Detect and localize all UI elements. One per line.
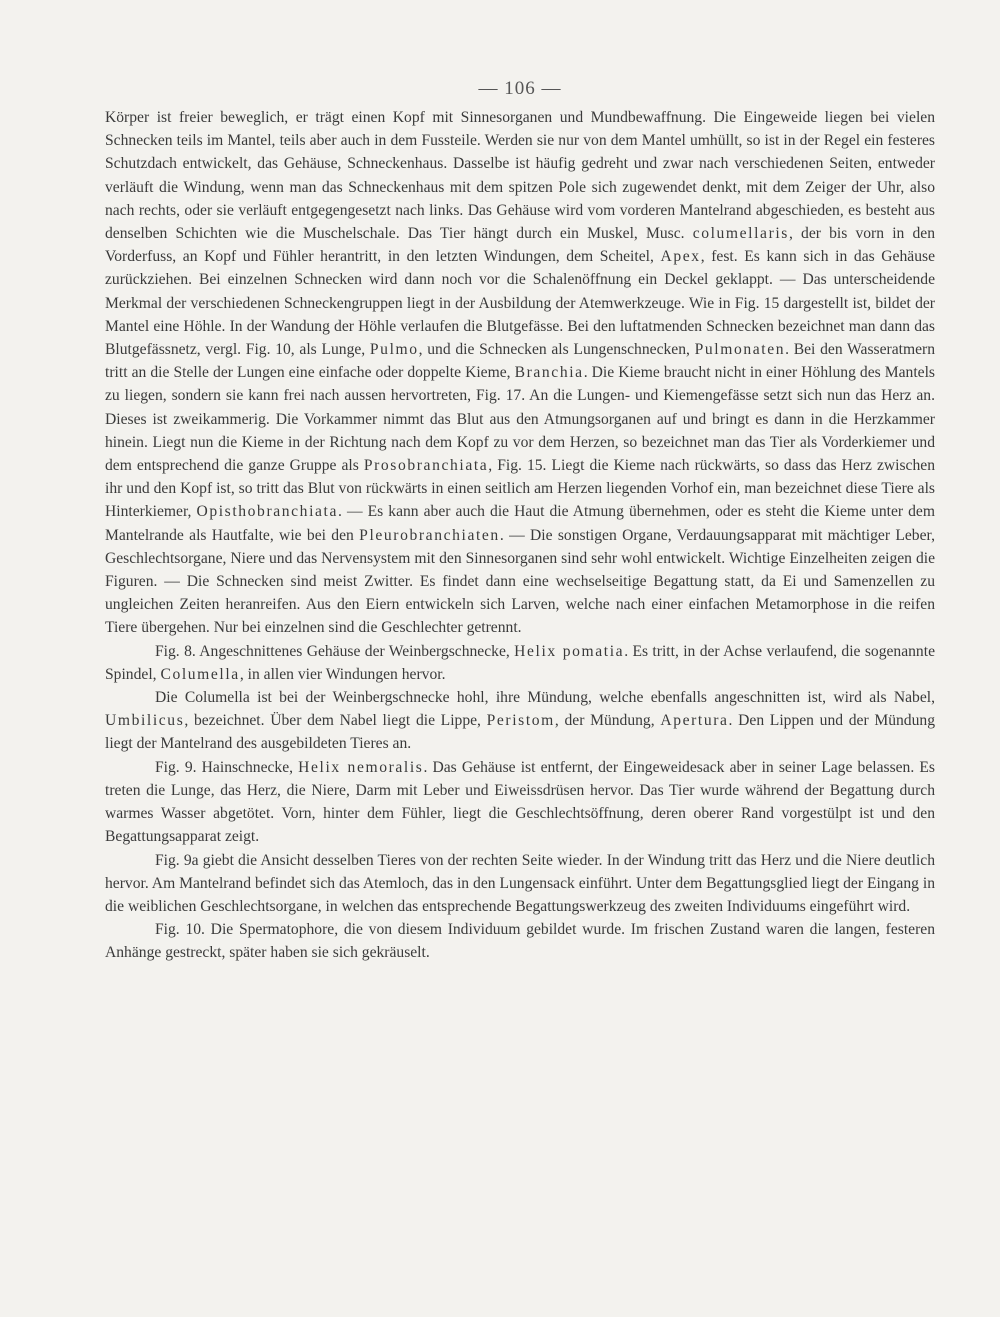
text-segment: Fig. 10. Die Spermatophore, die von diesem Individuum gebildet wurde. Im frischen Zustand waren die langen, festeren Anhänge gestreckt, später haben sie sich gekräuselt. [105, 921, 935, 962]
paragraph [105, 640, 935, 686]
spaced-term: Pulmo [369, 341, 419, 359]
text-segment: . Es tritt, in der Achse verlaufend, die sogenannte Spindel, [105, 642, 935, 683]
paragraph [105, 918, 935, 964]
paragraph [105, 686, 935, 756]
spaced-term: Helix pomatia [514, 642, 625, 660]
text-segment: . — Die sonstigen Organe, Verdauungsapparat mit mächtiger Leber, Geschlechtsorgane, Niere und das Nervensystem mit den Sinnesorganen sind sehr wohl entwickelt. Wichtige Einzelheiten zeigen die Figuren. — Die Schnecken sind meist Zwitter. Es findet dann eine wechselseitige Begattung statt, da Ei und Samenzellen zu ungleichen Zeiten heranreifen. Aus den Eiern entwickeln sich Larven, welche nach einer einfachen Metamorphose in die reifen Tiere übergehen. Nur bei einzelnen sind die Geschlechter getrennt. [105, 526, 935, 637]
spaced-term: Pleurobranchiaten [359, 526, 500, 544]
spaced-term: Branchia [514, 364, 584, 382]
spaced-term: Columella [160, 665, 240, 683]
spaced-term: Apertura [660, 712, 729, 730]
text-segment: , bezeichnet. Über dem Nabel liegt die Lippe, [184, 712, 487, 730]
text-segment: . Den Lippen und der Mündung liegt der Mantelrand des ausgebildeten Tieres an. [105, 712, 935, 753]
text-segment: Körper ist freier beweglich, er trägt einen Kopf mit Sinnesorganen und Mundbewaffnung. Die Eingeweide liegen bei vielen Schnecken teils im Mantel, teils aber auch in dem Fussteile. Werden sie nur von dem Mantel umhüllt, so ist in der Regel ein festeres Schutzdach entwickelt, das Gehäuse, Schneckenhaus. Dasselbe ist häufig gedreht und zwar nach verschiedenen Seiten, entweder verläuft die Windung, wenn man das Schneckenhaus mit dem spitzen Pole sich zugewendet denkt, mit dem Zeiger der Uhr, also nach rechts, oder sie verläuft entgegengesetzt nach links. Das Gehäuse wird vom vorderen Mantelrand abgeschieden, es besteht aus denselben Schichten wie die Muschelschale. Das Tier hängt durch ein Muskel, Musc. [105, 109, 935, 243]
text-segment: . Die Kieme braucht nicht in einer Höhlung des Mantels zu liegen, sondern sie kann frei nach aussen hervortreten, Fig. 17. An die Lungen- und Kiemengefässe setzt sich nun das Herz an. Dieses ist zweikammerig. Die Vorkammer nimmt das Blut aus den Atmungsorganen auf und bringt es dann in die Herzkammer hinein. Liegt nun die Kieme in der Richtung nach dem Kopf zu vor dem Herzen, so bezeichnet man das Tier als Vorderkiemer und dem entsprechend die ganze Gruppe als [105, 364, 935, 475]
spaced-term: Umbilicus [105, 712, 185, 730]
spaced-term: columellaris [692, 225, 789, 243]
spaced-term: Opisthobranchiata [196, 503, 338, 521]
page-number: — 106 — [478, 78, 562, 99]
text-segment: , der bis vorn in den Vorderfuss, an Kopf und Fühler herantritt, in den letzten Windungen, dem Scheitel, [105, 225, 935, 266]
paragraph [105, 756, 935, 849]
text-segment: , und die Schnecken als Lungenschnecken, [418, 341, 695, 359]
paragraph [105, 849, 935, 919]
text-segment: , fest. Es kann sich in das Gehäuse zurückziehen. Bei einzelnen Schnecken wird dann noch vor die Schalenöffnung ein Deckel geklappt. — Das unterscheidende Merkmal der verschiedenen Schneckengruppen liegt in der Ausbildung der Atemwerkzeuge. Wie in Fig. 15 dargestellt ist, bildet der Mantel eine Höhle. In der Wandung der Höhle verlaufen die Blutgefässe. Bei den luftatmenden Schnecken bezeichnet man dann das Blutgefässnetz, vergl. Fig. 10, als Lunge, [105, 248, 935, 359]
spaced-term: Peristom [486, 712, 555, 730]
text-segment: . Bei den Wasseratmern tritt an die Stelle der Lungen eine einfache oder doppelte Kieme, [105, 341, 935, 382]
text-segment: , der Mündung, [554, 712, 661, 730]
spaced-term: Apex [660, 248, 701, 266]
text-segment: . — Es kann aber auch die Haut die Atmung übernehmen, oder es steht die Kieme unter dem Mantelrande als Hautfalte, wie bei den [105, 503, 935, 544]
text-segment: , Fig. 15. Liegt die Kieme nach rückwärts, so dass das Herz zwischen ihr und den Kopf ist, so tritt das Blut von rückwärts in einen seitlich am Herzen liegenden Vorhof ein, man bezeichnet diese Tiere als Hinterkiemer, [105, 457, 935, 521]
text-body [105, 106, 935, 965]
text-segment: , in allen vier Windungen hervor. [239, 665, 446, 683]
text-segment: Fig. 9. Hainschnecke, [155, 758, 299, 776]
page-body [105, 78, 935, 965]
text-segment: Fig. 8. Angeschnittenes Gehäuse der Weinbergschnecke, [155, 642, 515, 660]
spaced-term: Pulmonaten [694, 341, 786, 359]
text-segment: . Das Gehäuse ist entfernt, der Eingeweidesack aber in seiner Lage belassen. Es treten die Lunge, das Herz, die Niere, Darm mit Leber und Eiweissdrüsen hervor. Das Tier wurde während der Begattung durch warmes Wasser abgetötet. Vorn, hinter dem Fühler, liegt die Geschlechtsöffnung, deren oberer Rand vorgestülpt ist und den Begattungsapparat zeigt. [105, 758, 935, 846]
text-segment: Die Columella ist bei der Weinbergschnecke hohl, ihre Mündung, welche ebenfalls angeschnitten ist, wird als Nabel, [155, 689, 935, 707]
spaced-term: Prosobranchiata [363, 457, 489, 475]
spaced-term: Helix nemoralis [298, 758, 424, 776]
paragraph [105, 106, 935, 640]
text-segment: Fig. 9a giebt die Ansicht desselben Tieres von der rechten Seite wieder. In der Windung tritt das Herz und die Niere deutlich hervor. Am Mantelrand befindet sich das Atemloch, das in den Lungensack einführt. Unter dem Begattungsglied liegt der Eingang in die weiblichen Geschlechtsorgane, in welchen das entsprechende Begattungswerkzeug des zweiten Individuums eingeführt wird. [105, 851, 935, 915]
